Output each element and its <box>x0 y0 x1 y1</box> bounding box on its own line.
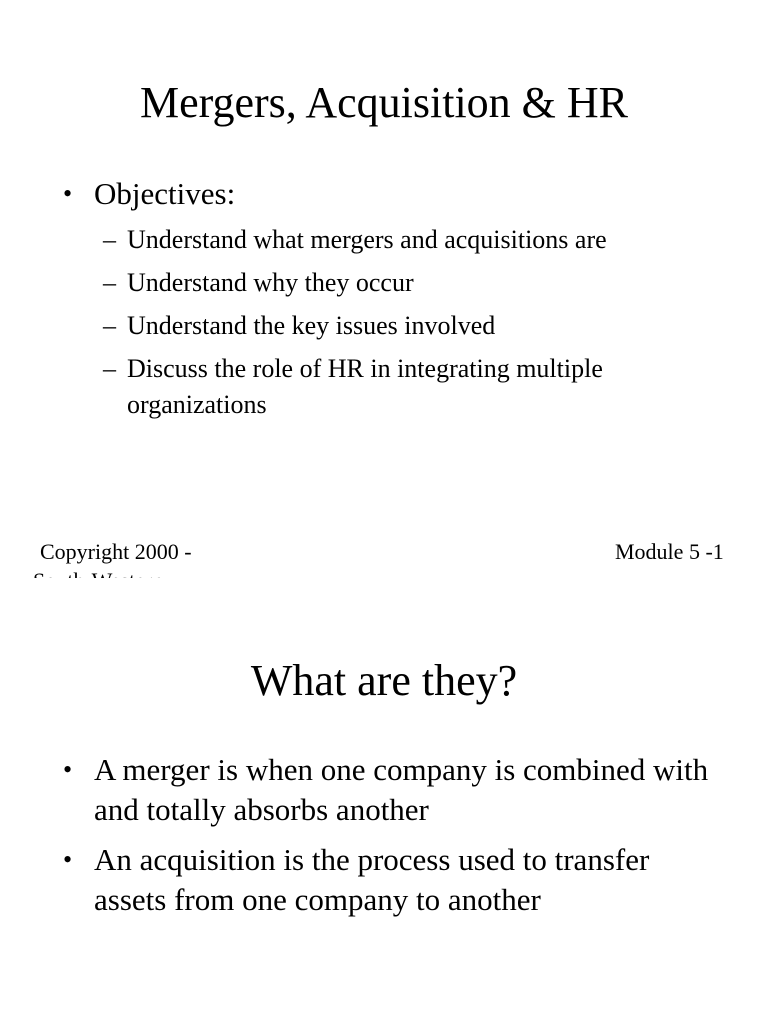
sub-item-text: Understand why they occur <box>127 268 414 297</box>
dash-marker: – <box>103 225 116 254</box>
bullet-text: Objectives: <box>94 176 236 211</box>
bullet-item <box>63 750 723 830</box>
footer-copyright: Copyright 2000 - <box>40 539 192 564</box>
sub-item-text: Understand what mergers and acquisitions are <box>127 225 607 254</box>
dash-marker: – <box>103 354 116 383</box>
slide-title: Mergers, Acquisition & HR <box>139 78 629 127</box>
bullet-text: An acquisition is the process used to transfer assets from one company to another <box>94 842 650 917</box>
bullet-item <box>63 840 723 920</box>
slide-title: What are they? <box>250 656 518 705</box>
bullet-marker: • <box>63 179 73 208</box>
footer-copyright-cut <box>33 568 193 578</box>
bullet-marker: • <box>63 845 73 874</box>
bullet-text: A merger is when one company is combined with and totally absorbs another <box>94 752 709 827</box>
footer-module: Module 5 -1 <box>615 539 724 564</box>
sub-item-text: Understand the key issues involved <box>127 311 496 340</box>
bullet-marker: • <box>63 755 73 784</box>
dash-marker: – <box>103 268 116 297</box>
sub-item-text: Discuss the role of HR in integrating multiple organizations <box>127 354 603 419</box>
dash-marker: – <box>103 311 116 340</box>
